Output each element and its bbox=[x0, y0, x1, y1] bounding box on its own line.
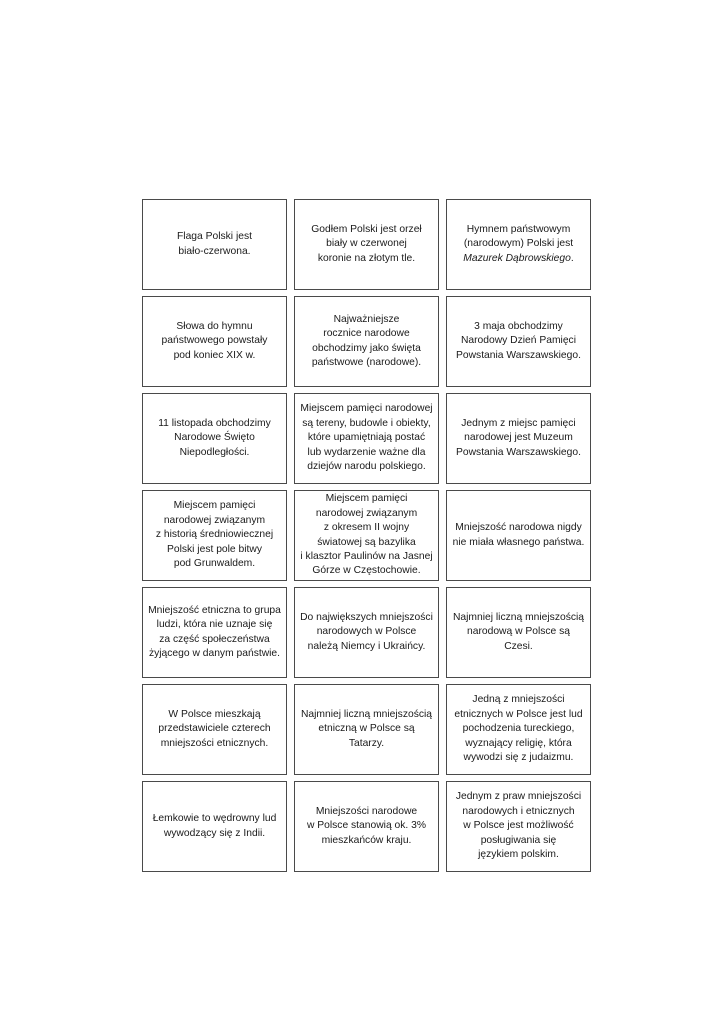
card bbox=[446, 587, 591, 678]
anthem-title: Mazurek Dąbrowskiego bbox=[463, 252, 571, 264]
card-text-part: Hymnem państwowym (narodowym) Polski jest bbox=[463, 223, 574, 250]
card-text: Miejscem pamięci narodowej związanym z historią średniowiecznej Polski jest pole bitwy pod Grunwaldem. bbox=[155, 500, 274, 570]
card-text: Łemkowie to wędrowny lud wywodzący się z Indii. bbox=[152, 813, 277, 839]
card-text-part: . bbox=[570, 252, 574, 264]
card-text: 3 maja obchodzimy Narodowy Dzień Pamięci Powstania Warszawskiego. bbox=[456, 320, 581, 361]
card-text bbox=[463, 223, 573, 266]
card bbox=[446, 781, 591, 872]
card bbox=[294, 393, 439, 484]
card bbox=[446, 490, 591, 581]
card-text: Miejscem pamięci narodowej są tereny, budowle i obiekty, które upamiętniają postać lub wydarzenie ważne dla dziejów narodu polskiego. bbox=[300, 403, 433, 473]
card bbox=[142, 587, 287, 678]
card-text: Miejscem pamięci narodowej związanym z okresem II wojny światowej są bazylika i klasztor Paulinów na Jasnej Górze w Częstochowie. bbox=[300, 493, 433, 577]
card-text: Godłem Polski jest orzeł biały w czerwonej koronie na złotym tle. bbox=[311, 223, 422, 264]
card bbox=[446, 684, 591, 775]
card-text: Mniejszości narodowe w Polsce stanowią ok. 3% mieszkańców kraju. bbox=[306, 805, 427, 846]
card bbox=[142, 684, 287, 775]
card-text: Najmniej liczną mniejszością etniczną w Polsce są Tatarzy. bbox=[300, 708, 433, 749]
card bbox=[142, 296, 287, 387]
card-text: Jedną z mniejszości etnicznych w Polsce jest lud pochodzenia tureckiego, wyznający religię, która wywodzi się z judaizmu. bbox=[454, 694, 583, 764]
card-text: Jednym z praw mniejszości narodowych i etnicznych w Polsce jest możliwość posługiwania się językiem polskim. bbox=[455, 791, 582, 861]
card bbox=[294, 296, 439, 387]
card bbox=[142, 490, 287, 581]
card bbox=[142, 199, 287, 290]
card bbox=[446, 296, 591, 387]
card-text: Do największych mniejszości narodowych w Polsce należą Niemcy i Ukraińcy. bbox=[300, 611, 433, 652]
card-text: Mniejszość narodowa nigdy nie miała własnego państwa. bbox=[452, 522, 585, 548]
card bbox=[446, 393, 591, 484]
card bbox=[142, 393, 287, 484]
card bbox=[294, 199, 439, 290]
card-text: Jednym z miejsc pamięci narodowej jest Muzeum Powstania Warszawskiego. bbox=[456, 417, 581, 458]
card bbox=[142, 781, 287, 872]
card bbox=[446, 199, 591, 290]
card-text: Najmniej liczną mniejszością narodową w Polsce są Czesi. bbox=[452, 611, 585, 652]
card-text: Flaga Polski jest biało-czerwona. bbox=[177, 231, 252, 257]
card bbox=[294, 781, 439, 872]
card bbox=[294, 684, 439, 775]
cards-grid bbox=[142, 199, 592, 872]
card-text: W Polsce mieszkają przedstawiciele czterech mniejszości etnicznych. bbox=[158, 708, 271, 749]
card-text: Mniejszość etniczna to grupa ludzi, która nie uznaje się za część społeczeństwa żyjącego w danym państwie. bbox=[148, 604, 281, 659]
card-text: Najważniejsze rocznice narodowe obchodzimy jako święta państwowe (narodowe). bbox=[311, 313, 422, 368]
card bbox=[294, 587, 439, 678]
card-text: Słowa do hymnu państwowego powstały pod koniec XIX w. bbox=[161, 320, 268, 361]
card bbox=[294, 490, 439, 581]
card-text: 11 listopada obchodzimy Narodowe Święto Niepodległości. bbox=[158, 417, 271, 458]
